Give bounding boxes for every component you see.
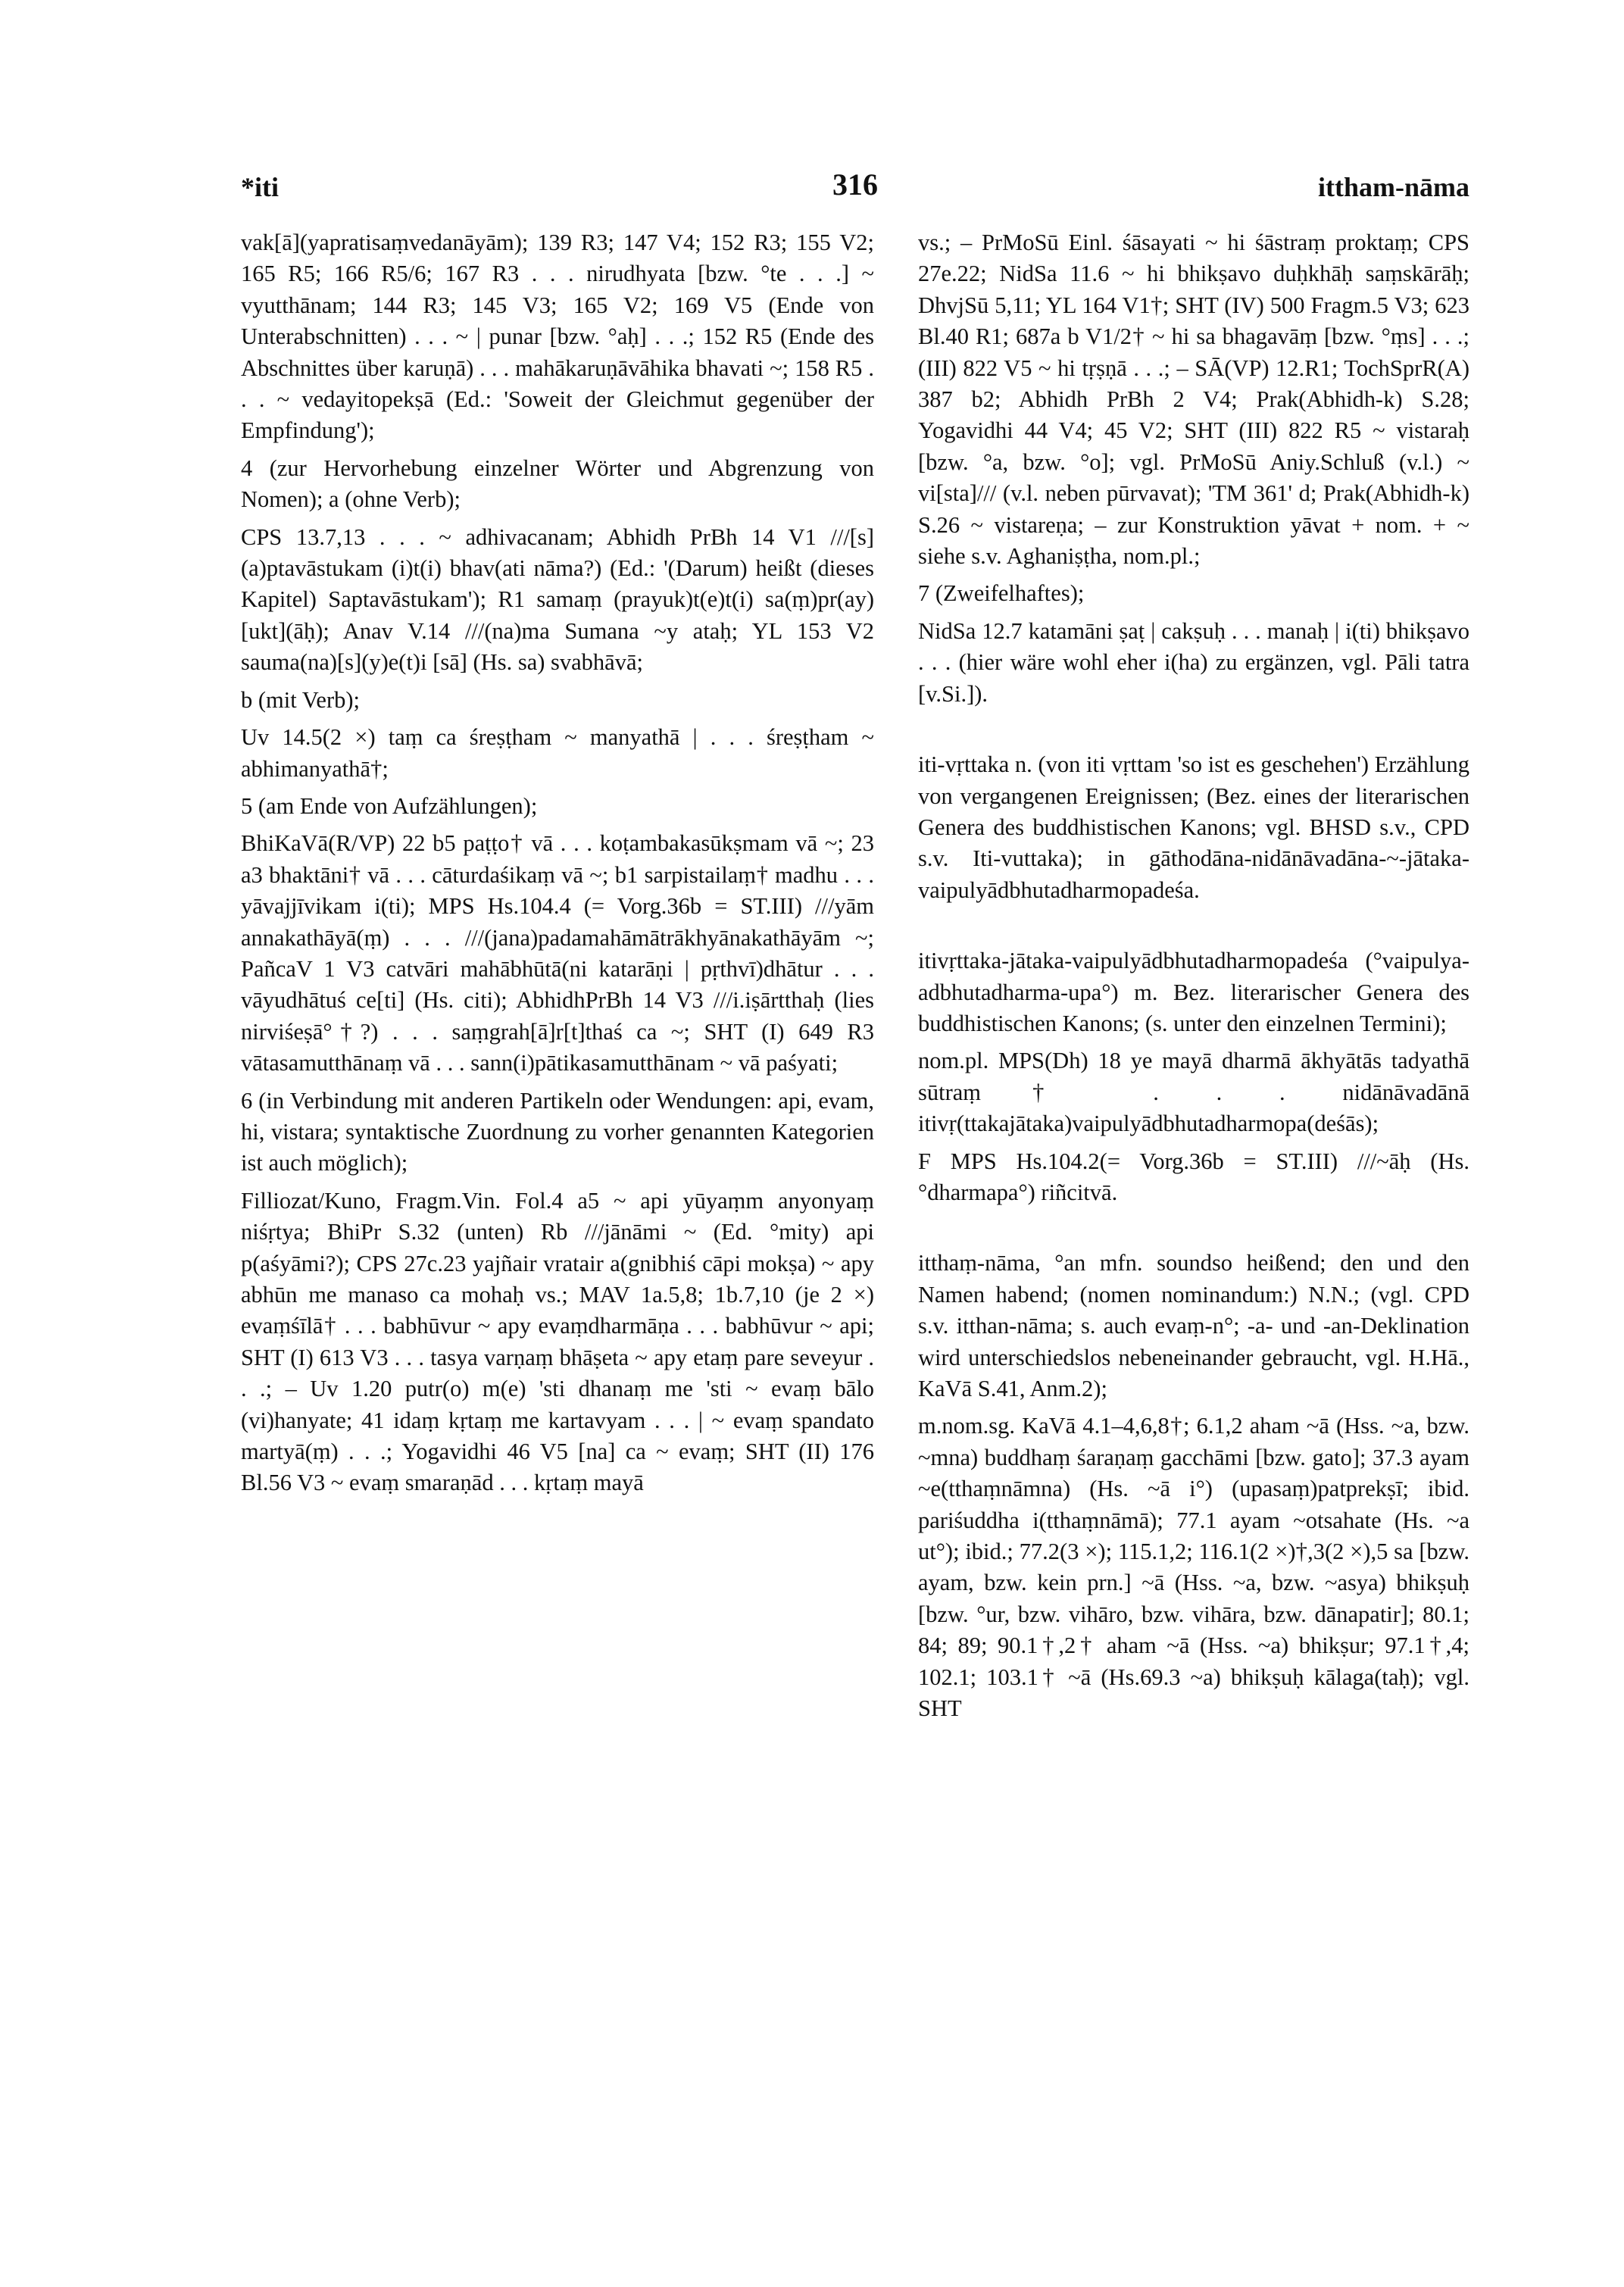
- entry-paragraph: Filliozat/Kuno, Fragm.Vin. Fol.4 a5 ~ api yūyaṃm anyonyaṃ niśṛtya; BhiPr S.32 (unten) Rb ///jānāmi ~ (Ed. °mity) api p(aśyāmi?); CPS 27c.23 yajñair vratair a(gnibhiś cāpi mokṣa) ~ apy abhūn me manaso ca mohaḥ vs.; MAV 1a.5,8; 1b.7,10 (je 2 ×) evaṃśīlā† . . . babhūvur ~ apy evaṃdharmāṇa . . . babhūvur ~ api; SHT (I) 613 V3 . . . tasya varṇaṃ bhāṣeta ~ apy etaṃ pare seveyur . . .; – Uv 1.20 putr(o) m(e) 'sti dhanaṃ me 'sti ~ evaṃ bālo (vi)hanyate; 41 idaṃ kṛtaṃ me kartavyam . . . | ~ evaṃ spandato martyā(ṃ) . . .; Yogavidhi 46 V5 [na] ca ~ evaṃ; SHT (II) 176 Bl.56 V3 ~ evaṃ smaraṇād . . . kṛtaṃ mayā: [241, 1187, 874, 1496]
- entry-paragraph: NidSa 12.7 katamāni ṣaṭ | cakṣuḥ . . . manaḥ | i(ti) bhikṣavo . . . (hier wäre wohl eher i(ha) zu ergänzen, vgl. Pāli tatra [v.Si.]).: [918, 617, 1469, 707]
- headword-entry-iti-vrttaka: iti-vṛttaka n. (von iti vṛttam 'so ist es geschehen') Erzählung von vergangenen Ereignissen; (Bez. eines der literarischen Genera des buddhistischen Kanons; vgl. BHSD s.v., CPD s.v. Iti-vuttaka); in gāthodāna-nidānāvadāna-~-jātaka-vaipulyādbhutadharmopadeśa.: [918, 751, 1469, 903]
- section-heading: 7 (Zweifelhaftes);: [918, 580, 1085, 607]
- page-number: 316: [832, 167, 878, 202]
- header-left-catchword: *iti: [241, 172, 279, 202]
- entry-paragraph: m.nom.sg. KaVā 4.1–4,6,8†; 6.1,2 aham ~ā (Hss. ~a, bzw. ~mna) buddhaṃ śaraṇaṃ gacchāmi [bzw. gato]; 37.3 ayam ~e(tthaṃnāmna) (Hs. ~ā i°) (upasaṃ)patprekṣī; ibid. pariśuddha i(tthaṃnāmā); 77.1 ayam ~otsahate (Hs. ~a ut°); ibid.; 77.2(3 ×); 115.1,2; 116.1(2 ×)†,3(2 ×),5 sa [bzw. ayam, bzw. kein prn.] ~ā (Hss. ~a, bzw. ~asya) bhikṣuḥ [bzw. °ur, bzw. vihāro, bzw. vihāra, bzw. dānapatir]; 80.1; 84; 89; 90.1†,2† aham ~ā (Hss. ~a) bhikṣur; 97.1†,4; 102.1; 103.1† ~ā (Hs.69.3 ~a) bhikṣuḥ kālaga(taḥ); vgl. SHT: [918, 1413, 1469, 1722]
- entry-paragraph: vak[ā](yapratisaṃvedanāyām); 139 R3; 147 V4; 152 R3; 155 V2; 165 R5; 166 R5/6; 167 R3 . . . nirudhyata [bzw. °te . . .] ~ vyutthānam; 144 R3; 145 V3; 165 V2; 169 V5 (Ende von Unterabschnitten) . . . ~ | punar [bzw. °aḥ] . . .; 152 R5 (Ende des Abschnittes über karuṇā) . . . mahākaruṇāvāhika bhavati ~; 158 R5 . . . ~ vedayitopekṣā (Ed.: 'Soweit der Gleichmut gegenüber der Empfindung');: [241, 230, 874, 444]
- section-heading: b (mit Verb);: [241, 686, 360, 713]
- page-header: [241, 167, 1469, 208]
- headword-entry-ittham-nama: itthaṃ-nāma, °an mfn. soundso heißend; den und den Namen habend; (nomen nominandum:) N.N.; (vgl. CPD s.v. itthan-nāma; s. auch evaṃ-n°; -a- und -an-Deklination wird unterschiedslos nebeneinander gebraucht, vgl. H.Hā., KaVā S.41, Anm.2);: [918, 1250, 1469, 1401]
- header-right-catchword: ittham-nāma: [1318, 172, 1469, 202]
- entry-paragraph: vs.; – PrMoSū Einl. śāsayati ~ hi śāstraṃ proktaṃ; CPS 27e.22; NidSa 11.6 ~ hi bhikṣavo duḥkhāḥ saṃskārāḥ; DhvjSū 5,11; YL 164 V1†; SHT (IV) 500 Fragm.5 V3; 623 Bl.40 R1; 687a b V1/2† ~ hi sa bhagavāṃ [bzw. °ṃs] . . .; (III) 822 V5 ~ hi tṛṣṇā . . .; – SĀ(VP) 12.R1; TochSprR(A) 387 b2; Abhidh PrBh 2 V4; Prak(Abhidh-k) S.28; Yogavidhi 44 V4; 45 V2; SHT (III) 822 R5 ~ vistaraḥ [bzw. °a, bzw. °o]; vgl. PrMoSū Aniy.Schluß (v.l.) ~ vi[sta]/// (v.l. neben pūrvavat); 'TM 361' d; Prak(Abhidh-k) S.26 ~ vistareṇa; – zur Konstruktion yāvat + nom. + ~ siehe s.v. Aghaniṣṭha, nom.pl.;: [918, 230, 1469, 570]
- section-heading: 4 (zur Hervorhebung einzelner Wörter und Abgrenzung von Nomen); a (ohne Verb);: [241, 455, 874, 513]
- entry-paragraph: Uv 14.5(2 ×) taṃ ca śreṣṭham ~ manyathā | . . . śreṣṭham ~ abhimanyathā†;: [241, 724, 874, 782]
- right-column: [918, 227, 1469, 1724]
- entry-paragraph: F MPS Hs.104.2(= Vorg.36b = ST.III) ///~āḥ (Hs. °dharmapa°) riñcitvā.: [918, 1148, 1469, 1205]
- left-column: [241, 227, 874, 1499]
- section-heading: 6 (in Verbindung mit anderen Partikeln oder Wendungen: api, evam, hi, vistara; syntaktische Zuordnung zu vorher genannten Kategorien ist auch möglich);: [241, 1087, 874, 1176]
- headword-entry-itivrttaka-jataka: itivṛttaka-jātaka-vaipulyādbhutadharmopadeśa (°vaipulya-adbhutadharma-upa°) m. Bez. literarischer Genera des buddhistischen Kanons; (s. unter den einzelnen Termini);: [918, 948, 1469, 1036]
- entry-paragraph: BhiKaVā(R/VP) 22 b5 paṭṭo† vā . . . koṭambakasūkṣmam vā ~; 23 a3 bhaktāni† vā . . . cāturdaśikaṃ vā ~; b1 sarpistailaṃ† madhu . . . yāvajjīvikam i(ti); MPS Hs.104.4 (= Vorg.36b = ST.III) ///yām annakathāyā(ṃ) . . . ///(jana)padamahāmātrākhyānakathāyām ~; PañcaV 1 V3 catvāri mahābhūtā(ni katarāṇi | pṛthvī)dhātur . . . vāyudhātuś ce[ti] (Hs. citi); AbhidhPrBh 14 V3 ///i.iṣārtthaḥ (lies nirviśeṣā°†?) . . . saṃgrah[ā]r[t]thaś ca ~; SHT (I) 649 R3 vātasamutthānaṃ vā . . . sann(i)pātikasamutthānam ~ vā paśyati;: [241, 830, 874, 1076]
- entry-paragraph: CPS 13.7,13 . . . ~ adhivacanam; Abhidh PrBh 14 V1 ///[s](a)ptavāstukam (i)t(i) bhav(ati nāma?) (Ed.: '(Darum) heißt (dieses Kapitel) Saptavāstukam'); R1 samaṃ (prayuk)t(e)t(i) sa(ṃ)pr(ay)[ukt](āḥ); Anav V.14 ///(na)ma Sumana ~y ataḥ; YL 153 V2 sauma(na)[s](y)e(t)i [sā] (Hs. sa) svabhāvā;: [241, 523, 874, 676]
- entry-paragraph: nom.pl. MPS(Dh) 18 ye mayā dharmā ākhyātās tadyathā sūtraṃ† . . . nidānāvadānā itivṛ(ttakajātaka)vaipulyādbhutadharmopa(deśās);: [918, 1048, 1469, 1137]
- section-heading: 5 (am Ende von Aufzählungen);: [241, 792, 538, 819]
